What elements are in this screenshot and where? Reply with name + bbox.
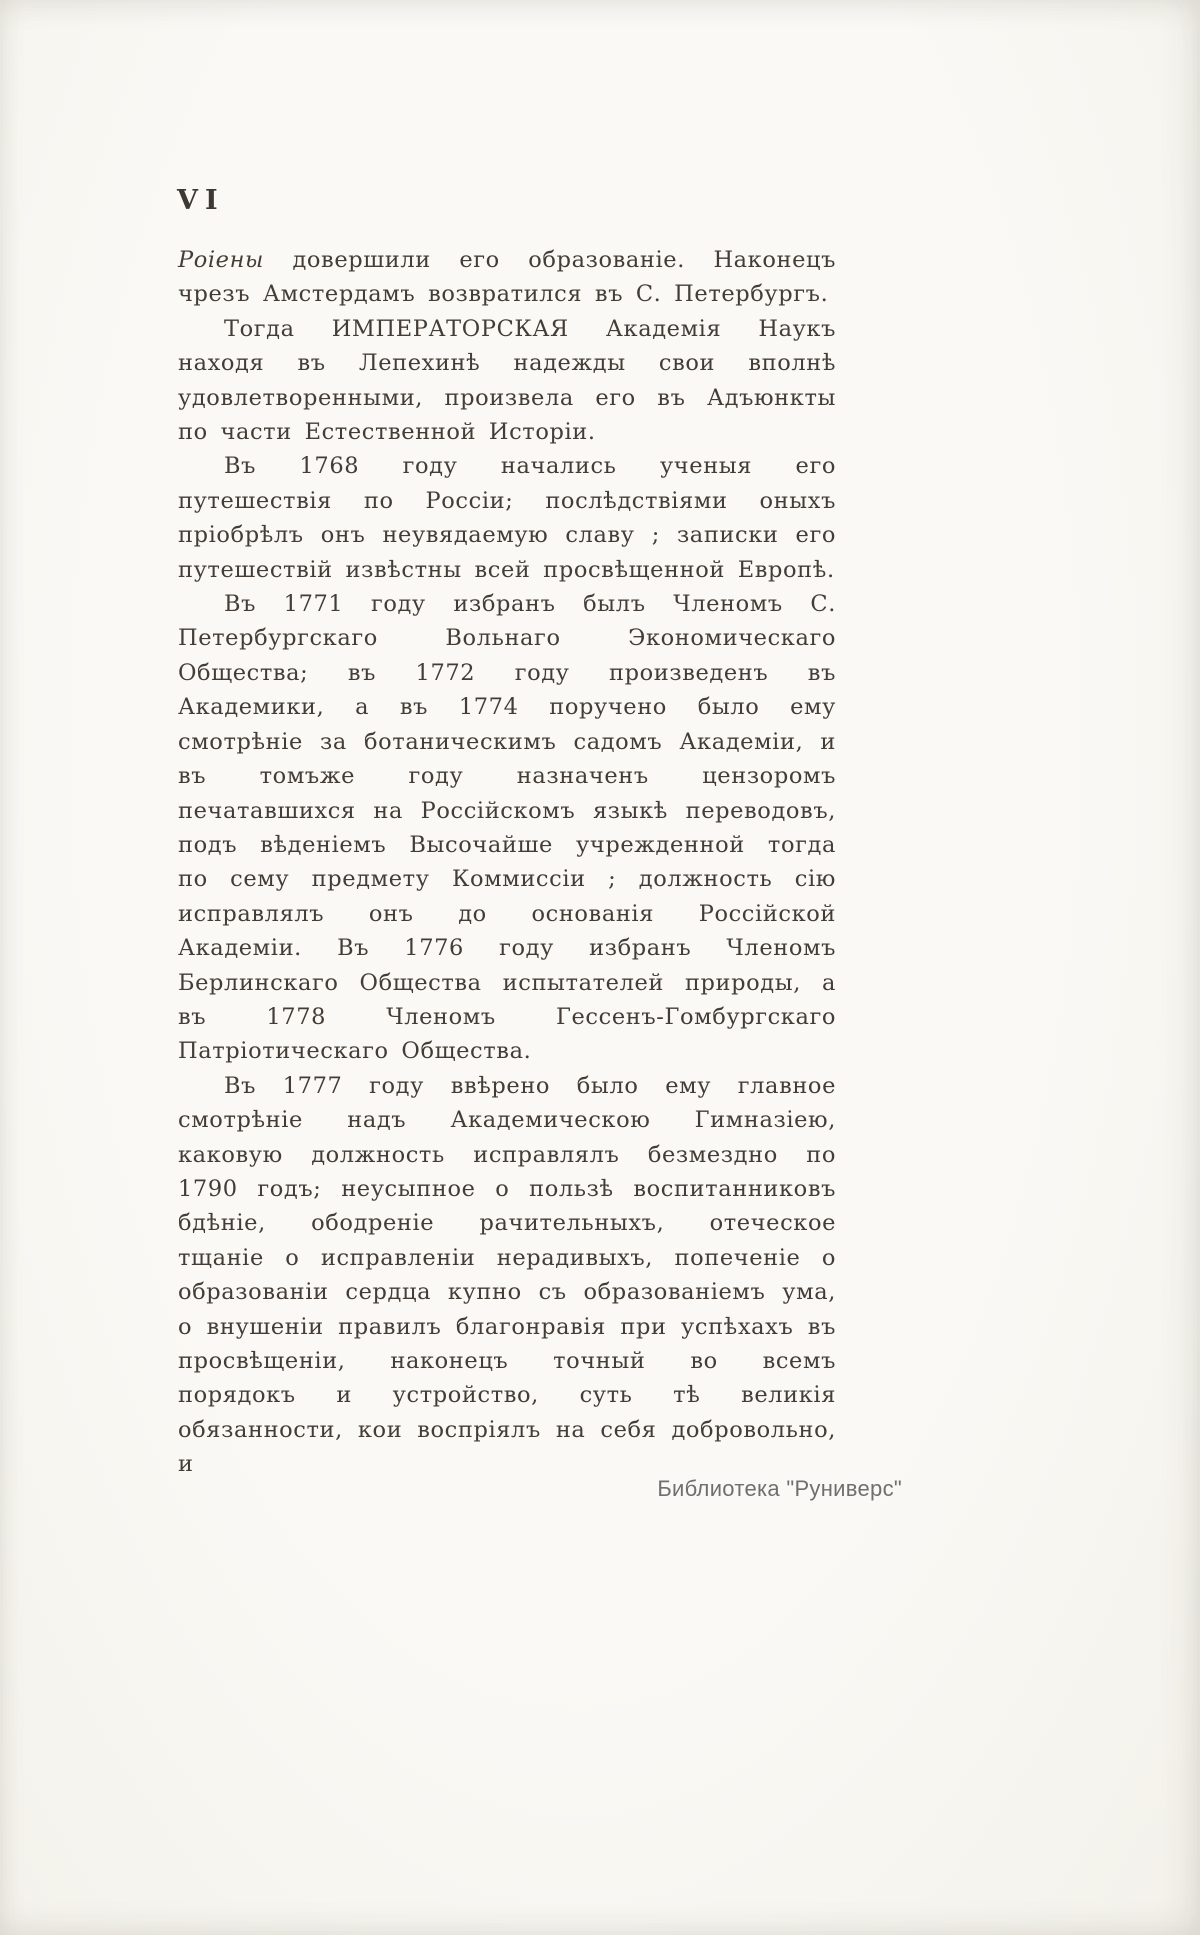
page-number: VI (177, 185, 225, 216)
watermark: Библиотека "Руниверс" (657, 1476, 902, 1501)
paragraph: Въ 1768 году начались ученыя его путешествія по Россіи; послѣдствіями оныхъ пріобрѣлъ онъ неувядаемую славу ; записки его путешествій извѣстны всей просвѣщенной Европѣ. (178, 453, 836, 583)
paragraph: Тогда ИМПЕРАТОРСКАЯ Академія Наукъ находя въ Лепехинѣ надежды свои вполнѣ удовлетворенными, произвела его въ Адъюнкты по части Естественной Исторіи. (178, 315, 836, 446)
text-block (178, 243, 836, 1482)
paragraph: Въ 1771 году избранъ былъ Членомъ С. Петербургскаго Вольнаго Экономическаго Общества; въ 1772 году произведенъ въ Академики, а въ 1774 поручено было ему смотрѣніе за ботаническимъ садомъ Академіи, и въ томъже году назначенъ цензоромъ печатавшихся на Россійскомъ языкѣ переводовъ, подъ вѣденіемъ Высочайше учрежденной тогда по сему предмету Коммиссіи ; должность сію исправлялъ онъ до основанія Россійской Академіи. Въ 1776 году избранъ Членомъ Берлинскаго Общества испытателей природы, а въ 1778 Членомъ Гессенъ-Гомбургскаго Патріотическаго Общества. (178, 591, 836, 1065)
paragraph (178, 243, 836, 312)
lead-word-italic: Роіены (178, 247, 264, 273)
paragraph: Въ 1777 году ввѣрено было ему главное смотрѣніе надъ Академическою Гимназіею, каковую должность исправлялъ безмездно по 1790 годъ; неусыпное о пользѣ воспитанниковъ бдѣніе, ободреніе рачительныхъ, отеческое тщаніе о исправленіи нерадивыхъ, попеченіе о образованіи сердца купно съ образованіемъ ума, о внушеніи правилъ благонравія при успѣхахъ въ просвѣщеніи, наконецъ точный во всемъ порядокъ и устройство, суть тѣ великія обязанности, кои воспріялъ на себя добровольно, и (178, 1072, 836, 1478)
paragraph-text: довершили его образованіе. Наконецъ чрезъ Амстердамъ возвратился въ С. Петербургъ. (178, 247, 836, 308)
